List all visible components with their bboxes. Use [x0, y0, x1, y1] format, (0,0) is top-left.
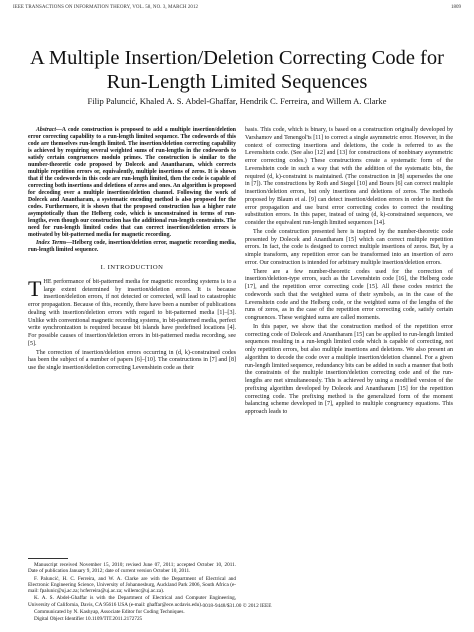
footnote-manuscript: Manuscript received November 15, 2010; revised June 07, 2011; accepted October 10, 2011. Date of publication January 9, 2012; date of current version October 10, 2011.: [28, 562, 236, 575]
author-list: Filip Paluncić, Khaled A. S. Abdel-Ghaffar, Hendrik C. Ferreira, and Willem A. Clarke: [87, 96, 387, 106]
paper-title: [10, 46, 464, 94]
footnote-doi: Digital Object Identifier 10.1109/TIT.2011.2172725: [34, 616, 143, 623]
footnote-affiliation-2: K. A. S. Abdel-Ghaffar is with the Department of Electrical and Computer Engineering, University of California, Davis, CA 95616 USA (e-mail: ghaffar@ece.ucdavis.edu).: [28, 595, 236, 608]
right-paragraph-4: In this paper, we show that the construction method of the repetition error correcting code of Dolecek and Anantharam [15] can be applied to run-length limited sequences resulting in a run-length limited code which is capable of correcting, not only repetition errors, but also multiple insertions and deletions. We also present an algorithm to decode the code over a multiple insertion/deletion channel. For a given run-length limited sequence, redundancy bits can be added in such a manner that both the constraints of the multiple insertion/deletion correcting code and of the run-lengths are met simultaneously. This is achieved by using a modified version of the prefixing algorithm developed by Dolecek and Anantharam [15] for the repetition correcting code. The prefixing method is the generalized form of the moment balancing scheme developed in [7], applied to multiple congruency equations. This approach leads to: [245, 323, 453, 415]
footnote-communicated: Communicated by N. Kashyap, Associate Editor for Coding Techniques.: [34, 609, 185, 616]
right-column: [245, 127, 453, 418]
intro-paragraph-1-text: HE performance of bit-patterned media for magnetic recording systems is to a large extent determined by insertion/deletion errors. It is because insertion/deletion errors, if not detected or corrected, will lead to catastrophic error propagation. Because of this, recently, there have been a number of publications dealing with insertion/deletion errors with regard to bit-patterned media [1]–[3]. Unlike with conventional magnetic recording systems, in bit-patterned media, perfect write synchronization is required because bit islands have predefined locations [4]. For possible causes of insertion/deletion errors in bit-patterned media recording, see [5].: [28, 278, 236, 347]
right-paragraph-2: The code construction presented here is inspired by the number-theoretic code presented by Dolecek and Anantharam [15] which can correct multiple repetition errors. In fact, the code is designed to correct multiple insertions of zeros. But, by a simple transform, any repetition error can be transformed into an insertion of zero error. Our construction is intended for arbitrary multiple insertion/deletion errors.: [245, 228, 453, 266]
title-line-1: A Multiple Insertion/Deletion Correcting Code for: [30, 47, 444, 69]
title-line-2: Run-Length Limited Sequences: [106, 71, 368, 93]
abstract-lead: Abstract: [36, 127, 56, 133]
index-terms-lead: Index Terms: [36, 240, 67, 246]
right-paragraph-3: There are a few number-theoretic codes used for the correction of insertion/deletion-type errors, such as the Levenshtein code [16], the Helberg code [17], and the repetition error correcting code [15]. All these codes restrict the codewords such that the weighted sums of their symbols, as in the case of the Levenshtein code and the Helberg code, or the weighted sums of the lengths of the runs of zeros, as in the case of the repetition error correcting code, satisfy certain congruences. These weighted sums are called moments.: [245, 268, 453, 321]
abstract-text: —A code construction is proposed to add a multiple insertion/deletion error correcting capability to a run-length limited sequence. The codewords of this code are themselves run-length limited. The insertion/deletion correcting capability is achieved by requiring several weighted sums of run-lengths in the codewords to satisfy certain congruences modulo primes. The construction is similar to the number-theoretic code proposed by Dolecek and Anantharam, which corrects multiple repetition errors or, equivalently, multiple insertions of zeros. It is shown that if the codewords in this code are run-length limited, then the code is capable of correcting both insertions and deletions of zeros and ones. An algorithm is proposed for decoding over a multiple insertion/deletion channel. Following the work of Dolecek and Anantharam, a systematic encoding method is also proposed for the codes. Furthermore, it is shown that the proposed construction has a higher rate asymptotically than the Helberg code, which is unconstrained in terms of run-lengths, even though our construction has the additional run-length constraints. The need for run-length limited codes that can correct insertion/deletion errors is motivated by bit-patterned media for magnetic recording.: [28, 127, 236, 238]
page-number: 1809: [451, 5, 461, 10]
index-terms: [28, 240, 236, 254]
index-terms-text: —Helberg code, insertion/deletion error, magnetic recording media, run-length limited sequence.: [28, 240, 236, 253]
footer-copyright: 0018-9448/$31.00 © 2012 IEEE: [202, 603, 272, 609]
footnotes: [28, 558, 236, 624]
drop-cap: T: [28, 275, 42, 301]
intro-paragraph-1: [28, 275, 236, 349]
footnote-rule: [28, 558, 68, 559]
right-paragraph-1: basis. This code, which is binary, is based on a construction originally developed by Varshamov and Tenengol'ts [11] to correct a single asymmetric error. However, in the context of correcting insertions and deletions, the code is referred to as the Levenshtein code. (See also [12] and [13] for constructions of nonbinary asymmetric error correcting codes.) These constructions create a systematic form of the Levenshtein code in such a way that with the addition of the systematic bits, the required (d, k)-constraint is maintained. (The construction in [8] supersedes the one in [7]). The constructions by Roth and Siegel [10] and Bours [6] can correct multiple insertion/deletion errors, but only insertions and deletions of zeros. The methods proposed by Blaum et al. [9] can detect insertion/deletion errors in order to limit the error propagation and use burst error correcting codes to correct the resulting substitution errors. In this paper, instead of using (d, k)-constrained sequences, we consider the equivalent run-length limited sequences [14].: [245, 127, 453, 226]
abstract: [28, 127, 236, 239]
section-heading-introduction: I. INTRODUCTION: [100, 264, 164, 271]
footnote-affiliation-1: F. Paluncić, H. C. Ferreira, and W. A. Clarke are with the Department of Electrical and Electronic Engineering Science, University of Johannesburg, Auckland Park 2006, South Africa (e-mail: fpalunic@uj.ac.za; hcferreira@uj.ac.za; willemc@uj.ac.za).: [28, 575, 236, 595]
left-column: [28, 127, 236, 374]
journal-header: IEEE TRANSACTIONS ON INFORMATION THEORY, VOL. 58, NO. 3, MARCH 2012: [13, 5, 199, 10]
intro-paragraph-2: The correction of insertion/deletion errors occurring in (d, k)-constrained codes has been the subject of a number of papers [6]–[10]. The constructions in [7] and [8] use the single insertion/deletion correcting Levenshtein code as their: [28, 349, 236, 371]
